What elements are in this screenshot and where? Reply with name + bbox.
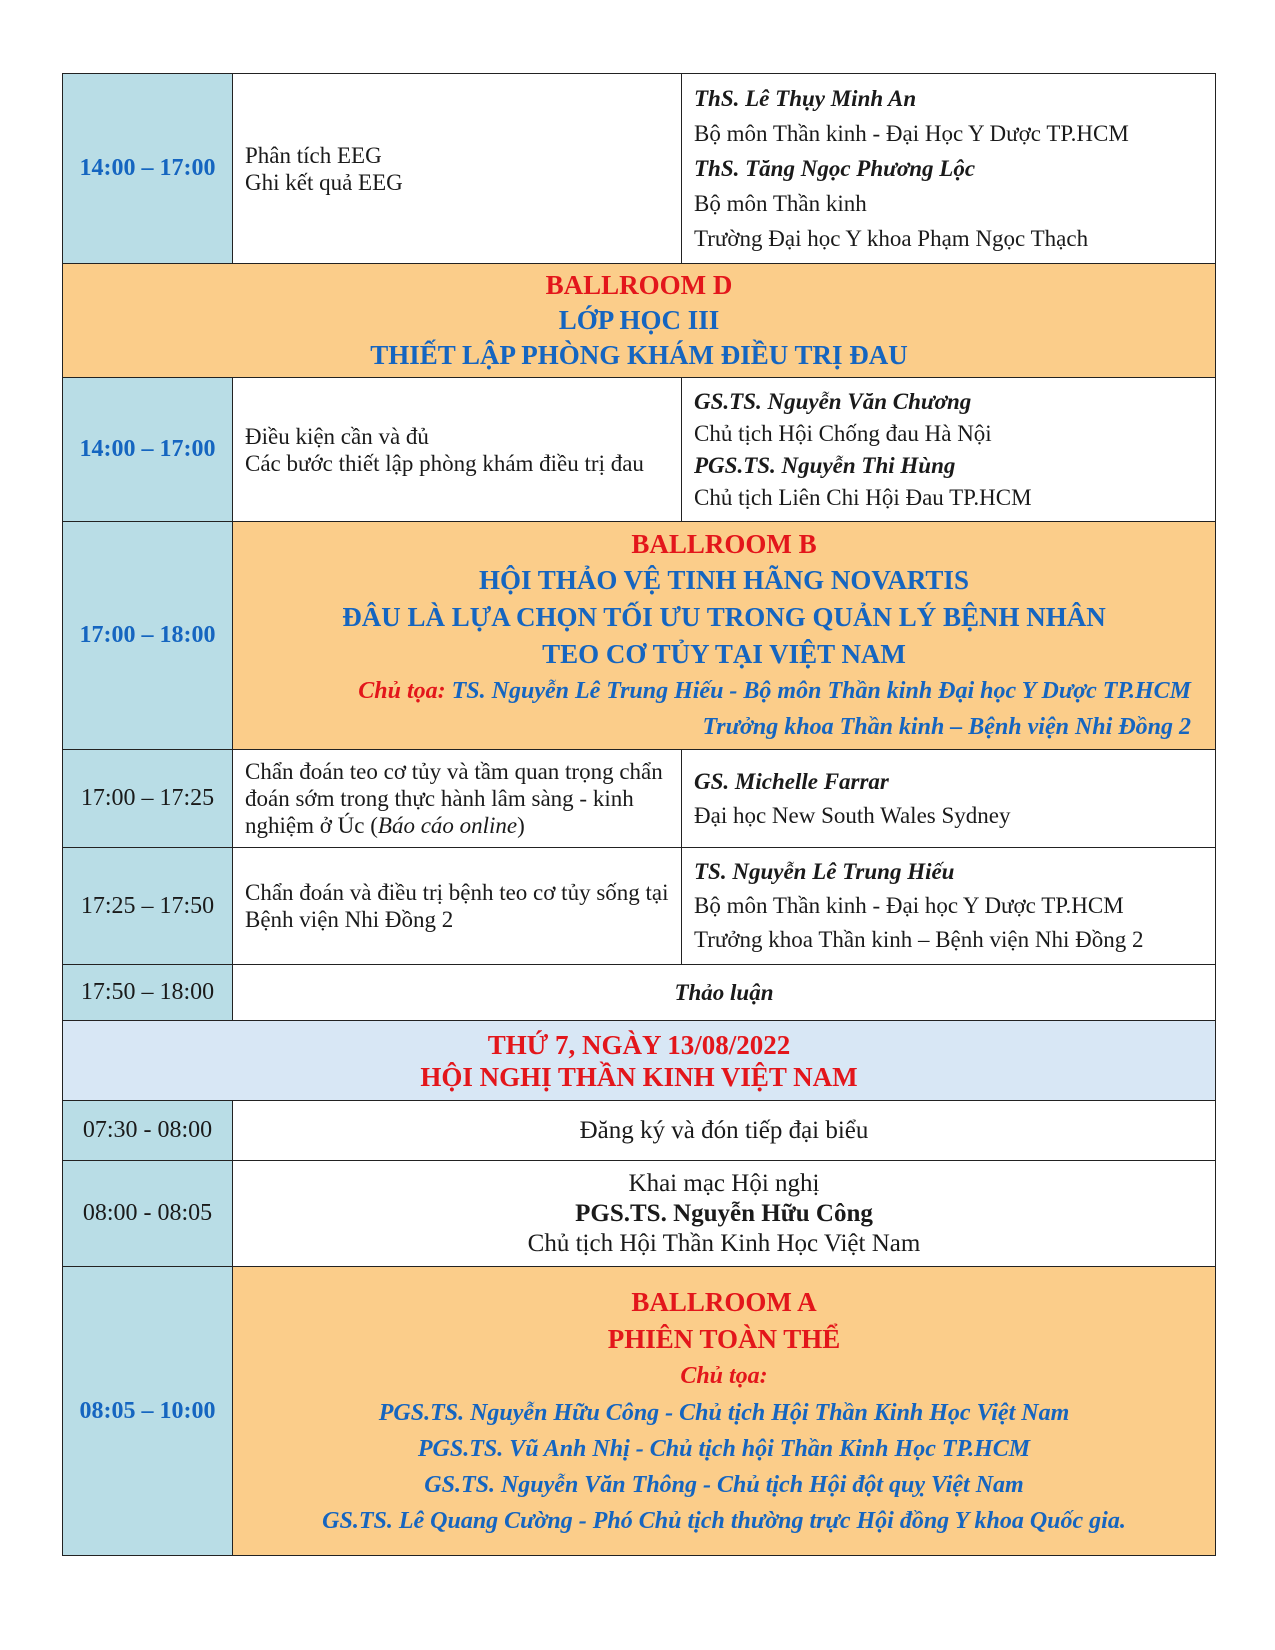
topic-note: Báo cáo online xyxy=(377,813,518,838)
time-slot: 08:05 – 10:00 xyxy=(63,1267,233,1555)
schedule-row-discussion xyxy=(63,965,1215,1021)
schedule-row-opening xyxy=(63,1161,1215,1267)
speaker-name: GS.TS. Nguyễn Văn Chương xyxy=(694,388,972,414)
topic-line: Điều kiện cần và đủ xyxy=(245,423,429,449)
schedule-row-sma-2 xyxy=(63,848,1215,965)
time-slot: 14:00 – 17:00 xyxy=(63,74,233,263)
speaker-name: TS. Nguyễn Lê Trung Hiếu xyxy=(694,859,955,884)
opening-speaker-name: PGS.TS. Nguyễn Hữu Công xyxy=(575,1199,873,1227)
topic-line: Ghi kết quả EEG xyxy=(245,169,403,195)
opening-label: Khai mạc Hội nghị xyxy=(628,1169,820,1197)
speaker-name: ThS. Tăng Ngọc Phương Lộc xyxy=(694,156,976,181)
speaker-affiliation: Đại học New South Wales Sydney xyxy=(694,802,1011,828)
topic-line: Phân tích EEG xyxy=(245,142,382,168)
chair-text: TS. Nguyễn Lê Trung Hiếu - Bộ môn Thần kinh Đại học Y Dược TP.HCM xyxy=(451,677,1191,704)
topic-text: Chẩn đoán teo cơ tủy và tầm quan trọng chẩn đoán sớm trong thực hành lâm sàng - kinh nghiệm ở Úc ( xyxy=(245,759,663,838)
schedule-row-eeg xyxy=(63,74,1215,264)
topic-line: Chẩn đoán và điều trị bệnh teo cơ tủy sống tại Bệnh viện Nhi Đồng 2 xyxy=(245,880,669,932)
speaker-affiliation: Chủ tịch Liên Chi Hội Đau TP.HCM xyxy=(694,484,1032,510)
speaker-cell xyxy=(682,378,1215,521)
topic-text-end: ) xyxy=(517,813,525,838)
session-title: THIẾT LẬP PHÒNG KHÁM ĐIỀU TRỊ ĐAU xyxy=(370,340,908,370)
speaker-affiliation: Trưởng khoa Thần kinh – Bệnh viện Nhi Đồng 2 xyxy=(694,927,1144,952)
chair-item: PGS.TS. Nguyễn Hữu Công - Chủ tịch Hội Thần Kinh Học Việt Nam xyxy=(378,1399,1070,1426)
event-title: HỘI NGHỊ THẦN KINH VIỆT NAM xyxy=(420,1061,858,1092)
speaker-affiliation: Bộ môn Thần kinh xyxy=(694,191,867,216)
speaker-cell xyxy=(682,848,1215,964)
session-title: HỘI THẢO VỆ TINH HÃNG NOVARTIS xyxy=(479,564,969,595)
schedule-table xyxy=(62,73,1216,1556)
chair-line xyxy=(233,673,1215,709)
chair-item: GS.TS. Lê Quang Cường - Phó Chủ tịch thường trực Hội đồng Y khoa Quốc gia. xyxy=(322,1507,1126,1534)
time-slot: 07:30 - 08:00 xyxy=(63,1101,233,1160)
session-title: ĐÂU LÀ LỰA CHỌN TỐI ƯU TRONG QUẢN LÝ BỆNH NHÂN xyxy=(342,601,1106,632)
speaker-name: GS. Michelle Farrar xyxy=(694,768,889,794)
speaker-name: PGS.TS. Nguyễn Thi Hùng xyxy=(694,452,956,478)
topic-cell xyxy=(233,848,682,964)
opening-speaker-role: Chủ tịch Hội Thần Kinh Học Việt Nam xyxy=(527,1229,921,1257)
day-date: THỨ 7, NGÀY 13/08/2022 xyxy=(487,1029,791,1060)
speaker-affiliation: Trường Đại học Y khoa Phạm Ngọc Thạch xyxy=(694,226,1089,251)
time-slot: 17:00 – 17:25 xyxy=(63,750,233,847)
topic-cell xyxy=(233,750,682,847)
speaker-cell xyxy=(682,74,1215,263)
schedule-row-registration xyxy=(63,1101,1215,1161)
registration-label: Đăng ký và đón tiếp đại biểu xyxy=(579,1116,869,1144)
schedule-row-sma-1 xyxy=(63,750,1215,848)
session-title: PHIÊN TOÀN THỂ xyxy=(607,1323,841,1354)
class-title: LỚP HỌC III xyxy=(558,305,720,335)
chair-item: GS.TS. Nguyễn Văn Thông - Chủ tịch Hội đột quỵ Việt Nam xyxy=(424,1471,1024,1498)
topic-cell xyxy=(233,74,682,263)
section-header-ballroom-b xyxy=(63,522,1215,750)
section-header-ballroom-a xyxy=(63,1267,1215,1555)
room-title: BALLROOM A xyxy=(631,1286,817,1317)
time-slot: 08:00 - 08:05 xyxy=(63,1161,233,1266)
room-title: BALLROOM B xyxy=(631,528,817,559)
topic-cell xyxy=(233,378,682,521)
time-slot: 17:50 – 18:00 xyxy=(63,965,233,1020)
discussion-label: Thảo luận xyxy=(674,979,774,1005)
speaker-name: ThS. Lê Thụy Minh An xyxy=(694,86,917,111)
session-title: TEO CƠ TỦY TẠI VIỆT NAM xyxy=(542,638,906,669)
topic-line: Các bước thiết lập phòng khám điều trị đau xyxy=(245,450,644,476)
time-slot: 17:00 – 18:00 xyxy=(63,522,233,749)
speaker-cell xyxy=(682,750,1215,847)
speaker-affiliation: Bộ môn Thần kinh - Đại học Y Dược TP.HCM xyxy=(694,893,1124,918)
chair-label: Chủ tọa: xyxy=(680,1362,768,1389)
chair-text: Trưởng khoa Thần kinh – Bệnh viện Nhi Đồng 2 xyxy=(702,713,1191,740)
time-slot: 14:00 – 17:00 xyxy=(63,378,233,521)
schedule-row-clinic xyxy=(63,378,1215,522)
time-slot: 17:25 – 17:50 xyxy=(63,848,233,964)
speaker-affiliation: Bộ môn Thần kinh - Đại Học Y Dược TP.HCM xyxy=(694,121,1129,146)
chair-label: Chủ tọa: xyxy=(358,677,446,704)
day-header xyxy=(63,1021,1215,1101)
section-header-ballroom-d xyxy=(63,264,1215,378)
chair-item: PGS.TS. Vũ Anh Nhị - Chủ tịch hội Thần Kinh Học TP.HCM xyxy=(417,1435,1031,1462)
speaker-affiliation: Chủ tịch Hội Chống đau Hà Nội xyxy=(694,420,992,446)
room-title: BALLROOM D xyxy=(545,270,733,300)
